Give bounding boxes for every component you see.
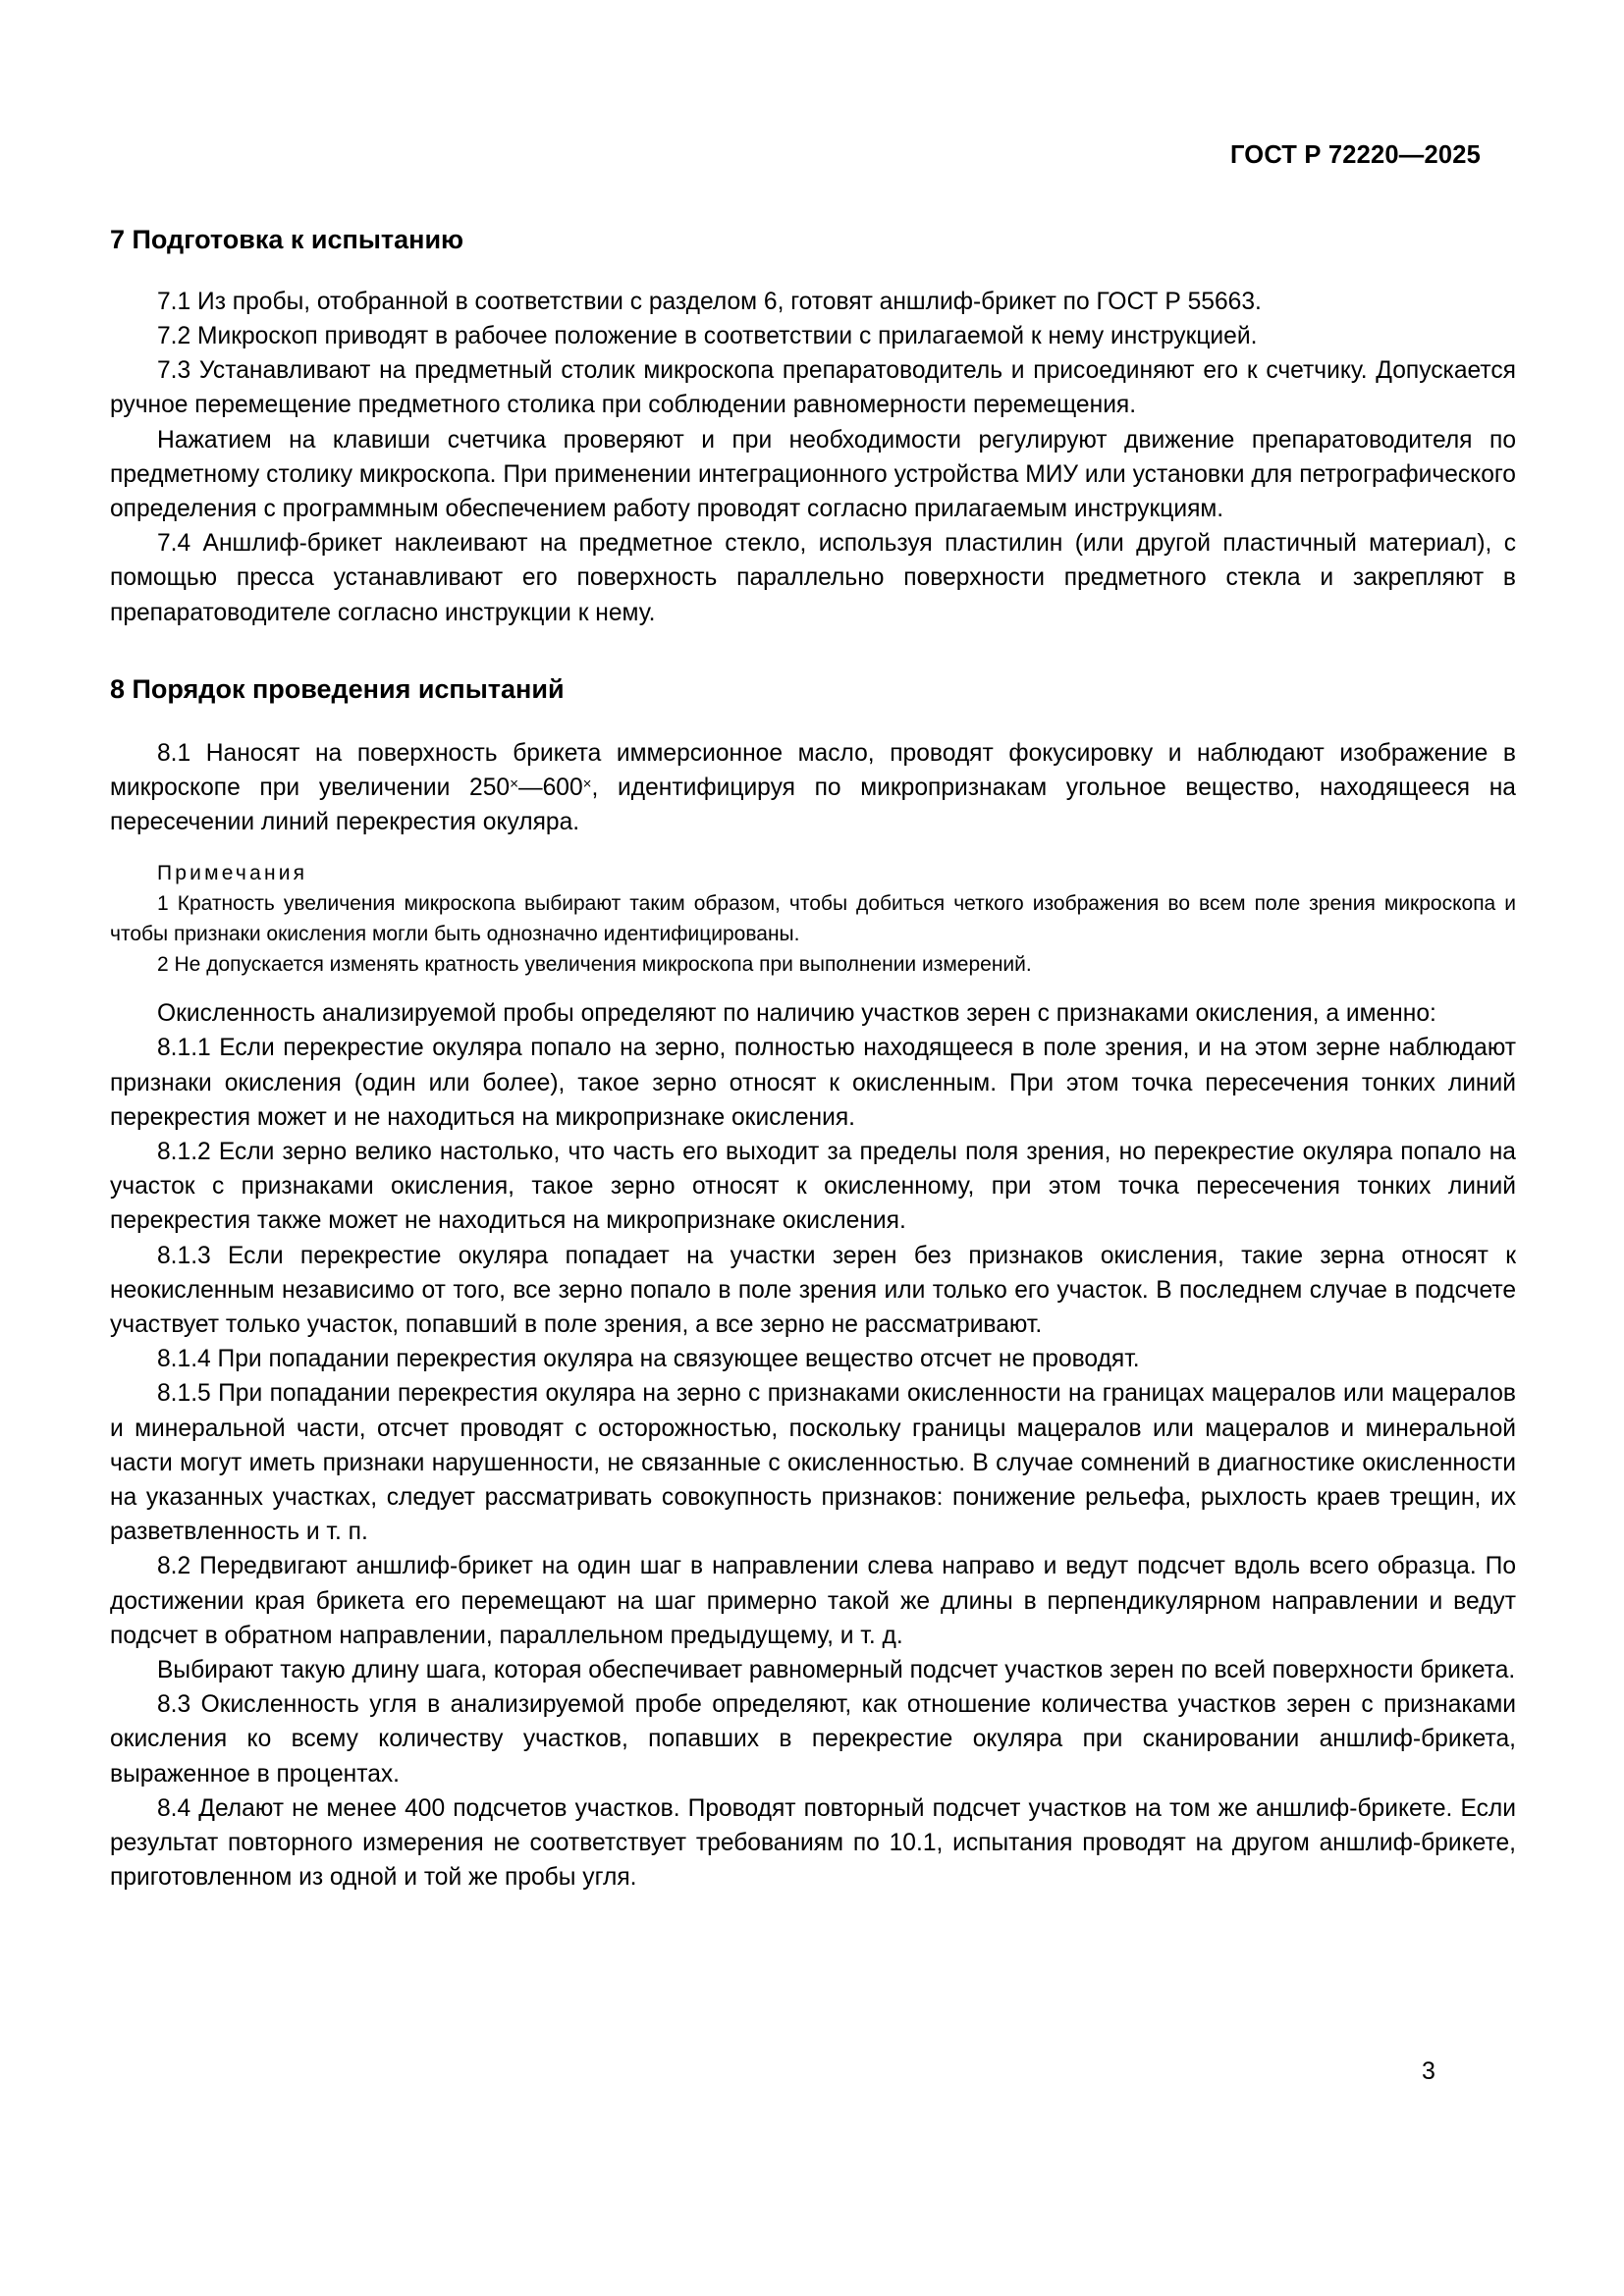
paragraph-7-3-cont: Нажатием на клавиши счетчика проверяют и при необходимости регулируют движение препаратоводителя по предметному столику микроскопа. При применении интеграционного устройства МИУ или установки для петрографического определения с программным обеспечением работу проводят согласно прилагаемым инструкциям. [110, 426, 1516, 522]
spacer [110, 980, 1516, 996]
paragraph-8-1-part1: 8.1 Наносят на поверхность брикета иммерсионное масло, проводят фокусировку и наблюдают изображение в микроскопе при увеличении 250 [110, 739, 1516, 801]
paragraph-8-1-4: 8.1.4 При попадании перекрестия окуляра на связующее вещество отсчет не проводят. [157, 1346, 1140, 1373]
page-number: 3 [1422, 2057, 1435, 2085]
spacer [110, 707, 1516, 736]
paragraph-8-3: 8.3 Окисленность угля в анализируемой пробе определяют, как отношение количества участков зерен с признаками окисления ко всему количеству участков, попавших в перекрестие окуляра при сканировании аншлиф-брикета, выраженное в процентах. [110, 1691, 1516, 1788]
section-heading-7: 7 Подготовка к испытанию [110, 225, 464, 254]
paragraph-8-1-intro: Окисленность анализируемой пробы определяют по наличию участков зерен с признаками окисления, а именно: [157, 1000, 1436, 1028]
paragraph-8-1 [110, 736, 1516, 840]
paragraph-8-1-3: 8.1.3 Если перекрестие окуляра попадает на участки зерен без признаков окисления, такие зерна относят к неокисленным независимо от того, все зерно попало в поле зрения или только его участок. В последнем случае в подсчете участвует только участок, попавший в поле зрения, а все зерно не рассматривают. [110, 1242, 1516, 1338]
paragraph-8-2: 8.2 Передвигают аншлиф-брикет на один шаг в направлении слева направо и ведут подсчет вдоль всего образца. По достижении края брикета его перемещают на шаг примерно такой же длины в перпендикулярном направлении и ведут подсчет в обратном направлении, параллельном предыдущему, и т. д. [110, 1553, 1516, 1649]
paragraph-8-2-cont: Выбирают такую длину шага, которая обеспечивает равномерный подсчет участков зерен по всей поверхности брикета. [157, 1657, 1516, 1683]
paragraph-8-1-5: 8.1.5 При попадании перекрестия окуляра на зерно с признаками окисленности на границах мацералов или мацералов и минеральной части, отсчет проводят с осторожностью, поскольку границы мацералов или мацералов и минеральной части могут иметь признаки нарушенности, не связанные с окисленностью. В случае сомнений в диагностике окисленности на указанных участках, следует рассматривать совокупность признаков: понижение рельефа, рыхлость краев трещин, их разветвленность и т. п. [110, 1380, 1516, 1546]
paragraph-8-1-part2: —600 [518, 774, 583, 801]
notes-heading: Примечания [157, 862, 308, 885]
paragraph-8-1-1: 8.1.1 Если перекрестие окуляра попало на зерно, полностью находящееся в поле зрения, и на этом зерне наблюдают признаки окисления (один или более), такое зерно относят к окисленным. При этом точка пересечения тонких линий перекрестия может и не находиться на микропризнаке окисления. [110, 1035, 1516, 1131]
page-content [110, 224, 1516, 1895]
paragraph-7-1: 7.1 Из пробы, отобранной в соответствии с разделом 6, готовят аншлиф-брикет по ГОСТ Р 55663. [157, 288, 1262, 315]
paragraph-7-2: 7.2 Микроскоп приводят в рабочее положение в соответствии с прилагаемой к нему инструкцией. [157, 322, 1258, 349]
spacer [110, 630, 1516, 673]
page-header-standard-id: ГОСТ Р 72220—2025 [1229, 141, 1481, 169]
section-heading-8: 8 Порядок проведения испытаний [110, 673, 565, 704]
paragraph-8-1-2: 8.1.2 Если зерно велико настолько, что часть его выходит за пределы поля зрения, но перекрестие окуляра попало на участок с признаками окисления, такое зерно относят к окисленному, при этом точка пересечения тонких линий перекрестия также может не находиться на микропризнаке окисления. [110, 1138, 1516, 1235]
notes-block [110, 858, 1516, 980]
paragraph-7-3: 7.3 Устанавливают на предметный столик микроскопа препаратоводитель и присоединяют его к счетчику. Допускается ручное перемещение предметного столика при соблюдении равномерности перемещения. [110, 357, 1516, 419]
magnification-multiplier-icon-1: × [510, 775, 518, 793]
spacer [110, 257, 1516, 285]
magnification-multiplier-icon-2: × [582, 775, 592, 793]
paragraph-8-1-part3: , идентифицируя по микропризнакам угольное вещество, находящееся на пересечении линий перекрестия окуляра. [110, 774, 1516, 835]
note-item-1: 1 Кратность увеличения микроскопа выбирают таким образом, чтобы добиться четкого изображения во всем поле зрения микроскопа и чтобы признаки окисления могли быть однозначно идентифицированы. [110, 892, 1516, 946]
paragraph-7-4: 7.4 Аншлиф-брикет наклеивают на предметное стекло, используя пластилин (или другой пластичный материал), с помощью пресса устанавливают его поверхность параллельно поверхности предметного стекла и закрепляют в препаратоводителе согласно инструкции к нему. [110, 530, 1516, 626]
paragraph-8-4: 8.4 Делают не менее 400 подсчетов участков. Проводят повторный подсчет участков на том же аншлиф-брикете. Если результат повторного измерения не соответствует требованиям по 10.1, испытания проводят на другом аншлиф-брикете, приготовленном из одной и той же пробы угля. [110, 1794, 1516, 1892]
note-item-2: 2 Не допускается изменять кратность увеличения микроскопа при выполнении измерений. [157, 953, 1032, 977]
